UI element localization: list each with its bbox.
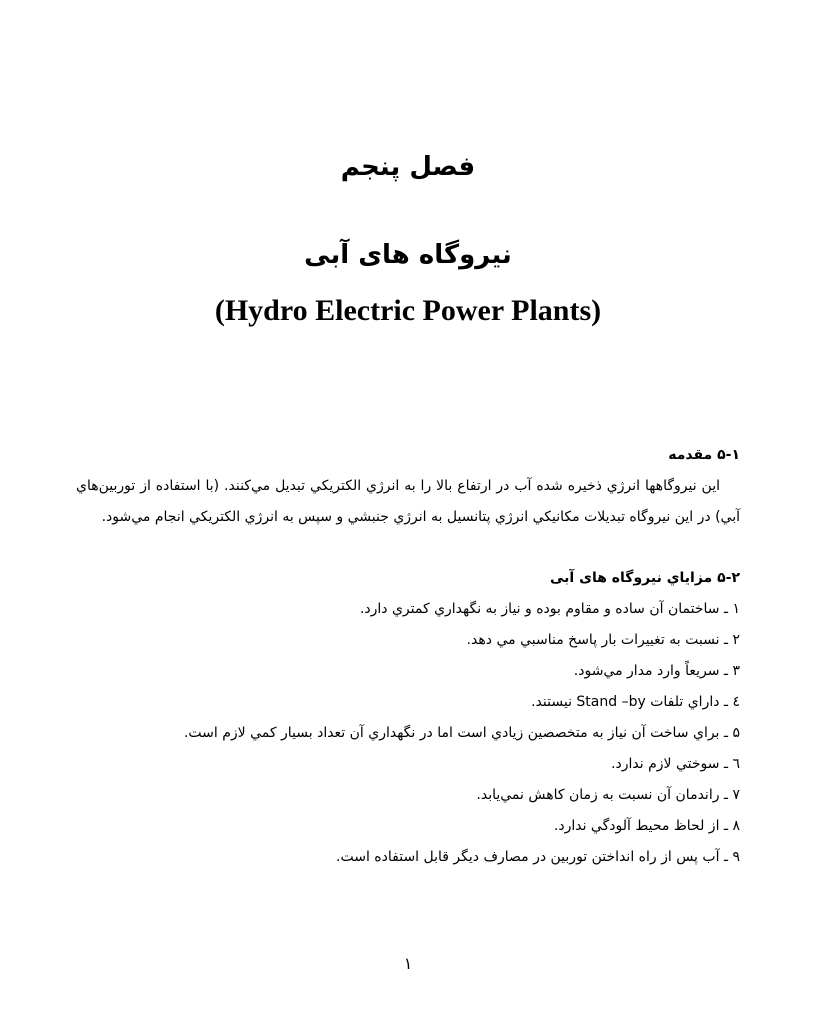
list-item: ۲ ـ نسبت به تغييرات بار پاسخ مناسبي مي دهد. <box>466 632 740 648</box>
section-title-english: (Hydro Electric Power Plants) <box>214 294 602 327</box>
advantages-list <box>76 594 740 873</box>
list-item: ٦ ـ سوختي لازم ندارد. <box>611 756 740 772</box>
section-title-persian: نیروگاه های آبی <box>304 240 512 270</box>
chapter-title: فصل پنجم <box>340 152 476 182</box>
list-item: ۵ ـ براي ساخت آن نياز به متخصصين زيادي است اما در نگهداري آن تعداد بسيار كمي لازم است. <box>183 725 740 741</box>
list-item: ۱ ـ ساختمان آن ساده و مقاوم بوده و نياز به نگهداري كمتري دارد. <box>359 601 740 617</box>
list-item: ۷ ـ راندمان آن نسبت به زمان كاهش نمي‌يابد. <box>476 787 740 803</box>
section-spacer <box>76 533 740 563</box>
intro-paragraph: اين نيروگاهها انرژي ذخيره شده آب در ارتفاع بالا را به انرژي الكتريكي تبديل مي‌كنند. (با استفاده از توربين‌هاي آبي) در اين نيروگاه تبديلات مكانيكي انرژي پتانسيل به انرژي جنبشي و سپس به انرژي الكتريكي انجام مي‌شود. <box>76 478 740 525</box>
document-body <box>76 440 740 873</box>
intro-heading: ۵-۱ مقدمه <box>668 447 740 463</box>
list-item: ٤ ـ داراي تلفات Stand –by نيستند. <box>531 694 740 710</box>
list-item: ۹ ـ آب پس از راه انداختن توربين در مصارف ديگر قابل استفاده است. <box>336 849 740 865</box>
advantages-heading: ۵-۲ مزاياي نيروگاه های آبی <box>550 570 740 586</box>
list-item: ۸ ـ از لحاظ محيط آلودگي ندارد. <box>553 818 740 834</box>
page-number: ۱ <box>403 954 413 973</box>
list-item: ۳ ـ سريعاً وارد مدار مي‌شود. <box>573 663 740 679</box>
